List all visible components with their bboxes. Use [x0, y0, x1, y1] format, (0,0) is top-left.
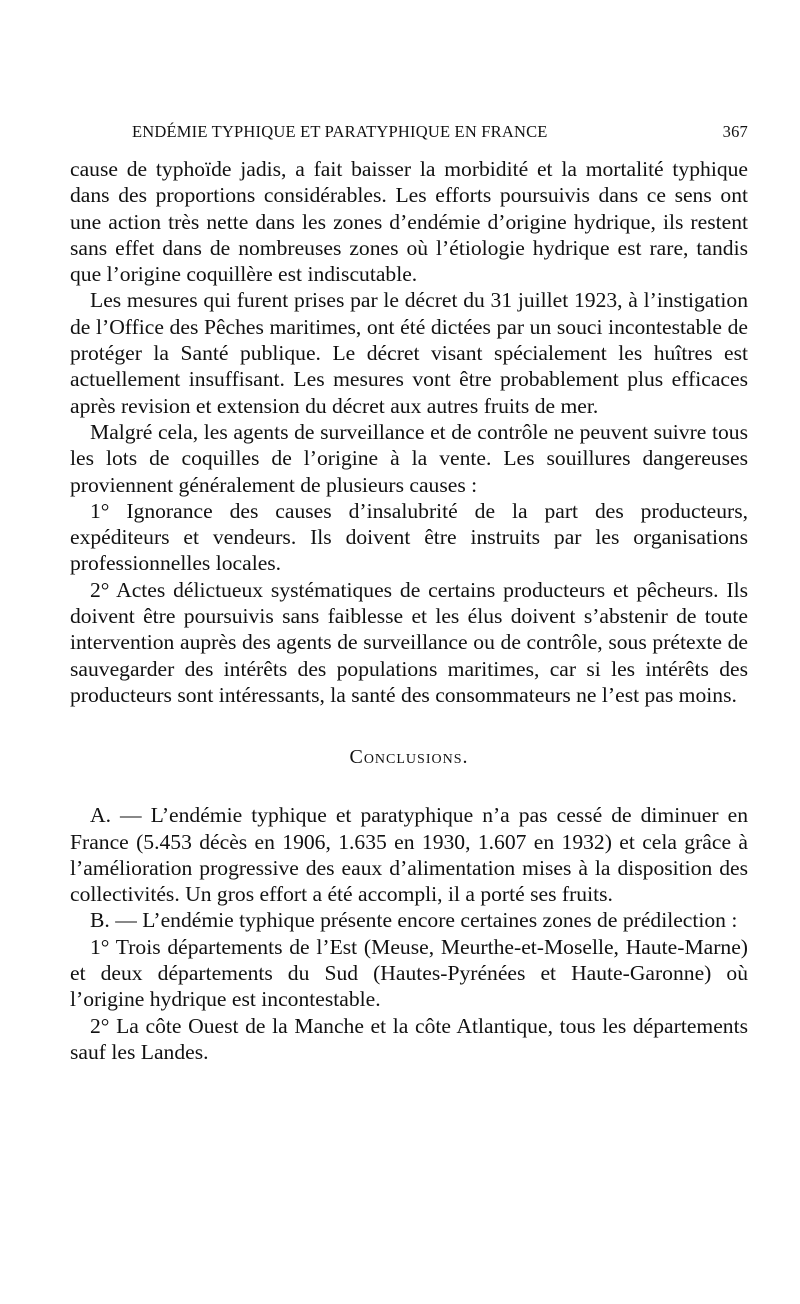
page-number: 367: [722, 122, 748, 141]
conclusion-a: A. — L’endémie typhique et paratyphique n’a pas cessé de diminuer en France (5.453 décès en 1906, 1.635 en 1930, 1.607 en 1932) et cela grâce à l’amélioration progressive des eaux d’alimentation mises à la disposition des collectivités. Un gros effort a été accompli, il a porté ses fruits.: [70, 803, 748, 907]
running-title: ENDÉMIE TYPHIQUE ET PARATYPHIQUE EN FRANCE: [132, 122, 548, 141]
body-text-conclusions: [70, 802, 748, 1065]
paragraph-cause-2: 2° Actes délictueux systématiques de certains producteurs et pêcheurs. Ils doivent être poursuivis sans faiblesse et les élus doivent s’abstenir de toute intervention auprès des agents de surveillance ou de contrôle, sous prétexte de sauvegarder des intérêts des populations maritimes, car si les intérêts des producteurs sont intéressants, la santé des consommateurs ne l’est pas moins.: [70, 577, 748, 707]
paragraph-decree: Les mesures qui furent prises par le décret du 31 juillet 1923, à l’instigation de l’Office des Pêches maritimes, ont été dictées par un souci incontestable de protéger la Santé publique. Le décret visant spécialement les huîtres est actuellement insuffisant. Les mesures vont être probablement plus efficaces après revision et extension du décret aux autres fruits de mer.: [70, 288, 748, 418]
running-head: [132, 122, 748, 142]
paragraph-cause-1: 1° Ignorance des causes d’insalubrité de la part des producteurs, expéditeurs et vendeurs. Ils doivent être instruits par les organisations professionnelles locales.: [70, 498, 748, 576]
conclusion-b: B. — L’endémie typhique présente encore certaines zones de prédilection :: [90, 908, 738, 933]
paragraph-surveillance: Malgré cela, les agents de surveillance et de contrôle ne peuvent suivre tous les lots de coquilles de l’origine à la vente. Les souillures dangereuses proviennent généralement de plusieurs causes :: [70, 419, 748, 497]
section-heading: Conclusions.: [349, 746, 469, 769]
conclusion-b-item-2: 2° La côte Ouest de la Manche et la côte Atlantique, tous les départements sauf les Landes.: [70, 1013, 748, 1064]
conclusion-b-item-1: 1° Trois départements de l’Est (Meuse, Meurthe-et-Moselle, Haute-Marne) et deux départements du Sud (Hautes-Pyrénées et Haute-Garonne) où l’origine hydrique est incontestable.: [70, 934, 748, 1012]
body-text-top: [70, 156, 748, 708]
paragraph-continuation: cause de typhoïde jadis, a fait baisser la morbidité et la mortalité typhique dans des proportions considérables. Les efforts poursuivis dans ce sens ont une action très nette dans les zones d’endémie d’origine hydrique, ils restent sans effet dans de nombreuses zones où l’étiologie hydrique est rare, tandis que l’origine coquillère est indiscutable.: [70, 157, 748, 287]
